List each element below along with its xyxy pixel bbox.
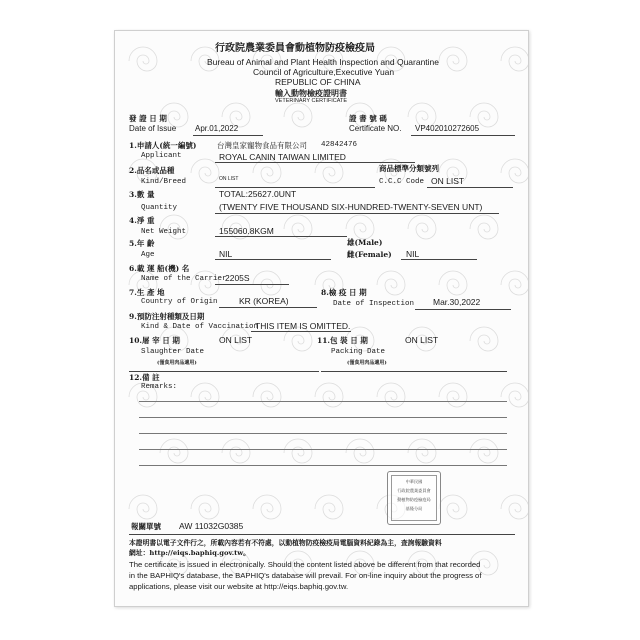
watermark-spiral	[470, 327, 498, 351]
watermark-spiral	[470, 439, 498, 463]
remarks-line	[139, 465, 507, 466]
header-cert-zh: 輸入動物檢疫證明書	[275, 88, 347, 98]
applicant-underline	[215, 162, 415, 163]
inspection-underline	[415, 309, 511, 310]
remarks-line	[139, 401, 507, 402]
cert-no-value: VP402010272605	[415, 124, 480, 133]
vaccination-label-zh: 9.預防注射種類及日期	[129, 312, 205, 321]
kind-underline	[215, 187, 375, 188]
slaughter-value: ON LIST	[219, 335, 253, 345]
declaration-value: AW 11032G0385	[179, 521, 244, 531]
female-label: 雌(Female)	[347, 250, 392, 259]
quantity-value-words: (TWENTY FIVE THOUSAND SIX-HUNDRED-TWENTY-SEVEN UNT)	[219, 202, 483, 212]
watermark-spiral	[439, 495, 467, 519]
header-country: REPUBLIC OF CHINA	[275, 77, 361, 87]
watermark-spiral	[408, 439, 436, 463]
packing-note: (僅食用肉品適用)	[347, 360, 387, 366]
kind-label-en: Kind/Breed	[141, 178, 187, 186]
watermark-spiral	[160, 439, 188, 463]
origin-value: KR (KOREA)	[239, 296, 289, 306]
watermark-spiral	[439, 383, 467, 407]
kind-value: ON LIST	[219, 176, 239, 182]
watermark-spiral	[222, 439, 250, 463]
watermark-spiral	[501, 383, 528, 407]
watermark-spiral	[253, 271, 281, 295]
watermark-spiral	[253, 495, 281, 519]
sex-underline	[401, 259, 477, 260]
watermark-spiral	[284, 439, 312, 463]
watermark-spiral	[129, 47, 157, 71]
origin-label-en: Country of Origin	[141, 298, 218, 306]
cert-no-label-zh: 證 書 號 碼	[349, 114, 387, 123]
male-label: 雄(Male)	[347, 238, 383, 247]
inspection-value: Mar.30,2022	[433, 297, 481, 307]
origin-underline	[219, 307, 317, 308]
certificate-sheet	[114, 30, 529, 607]
watermark-spiral	[501, 271, 528, 295]
carrier-underline	[215, 284, 289, 285]
watermark-spiral	[439, 47, 467, 71]
ccc-label-en: C.C.C Code	[379, 178, 425, 186]
packing-label-zh: 11.包 裝 日 期	[317, 336, 368, 345]
remarks-line	[139, 433, 507, 434]
vaccination-underline	[251, 331, 351, 332]
inspection-label-en: Date of Inspection	[333, 300, 415, 308]
applicant-label-zh: 1.申請人(統一編號)	[129, 141, 197, 150]
carrier-label-en: Name of the Carrier	[141, 275, 227, 283]
packing-underline	[321, 371, 507, 372]
seal-line: 動植物防疫檢疫局	[397, 497, 431, 502]
quantity-underline	[215, 213, 499, 214]
vaccination-value: THIS ITEM IS OMITTED.	[255, 321, 351, 331]
watermark-spiral	[501, 159, 528, 183]
watermark-spiral	[408, 215, 436, 239]
watermark-spiral	[501, 47, 528, 71]
footer-zh-2: 網址：http://eiqs.baphiq.gov.tw。	[129, 549, 250, 557]
inspection-label-zh: 8.檢 疫 日 期	[321, 288, 367, 297]
watermark-spiral	[346, 215, 374, 239]
cert-no-underline	[411, 135, 515, 136]
watermark-spiral	[470, 215, 498, 239]
remarks-label-en: Remarks:	[141, 383, 178, 391]
remarks-line	[139, 417, 507, 418]
watermark-spiral	[315, 383, 343, 407]
packing-value: ON LIST	[405, 335, 439, 345]
remarks-line	[139, 449, 507, 450]
ccc-label-zh: 商品標準分類號列	[379, 164, 439, 173]
weight-label-en: Net Weight	[141, 228, 187, 236]
weight-underline	[215, 236, 347, 237]
applicant-tax-id: 42842476	[321, 141, 358, 149]
watermark-spiral	[129, 495, 157, 519]
sex-value: NIL	[406, 249, 420, 259]
footer-en-1: The certificate is issued in electronically. Should the content listed above be different from that recorded	[129, 560, 481, 569]
watermark-spiral	[501, 495, 528, 519]
issue-date-value: Apr.01,2022	[195, 124, 239, 133]
slaughter-underline	[129, 371, 319, 372]
age-value: NIL	[219, 249, 233, 259]
seal-line: 中華民國	[405, 479, 423, 484]
watermark-spiral	[439, 271, 467, 295]
issue-date-label-en: Date of Issue	[129, 124, 177, 133]
watermark-spiral	[315, 495, 343, 519]
age-label-zh: 5.年 齡	[129, 239, 155, 248]
header-title-zh: 行政院農業委員會動植物防疫檢疫局	[215, 43, 375, 54]
watermark-spiral	[377, 271, 405, 295]
applicant-value-zh: 台灣皇家寵物食品有限公司	[217, 141, 307, 150]
seal-line: 基隆分局	[405, 506, 423, 511]
watermark-spiral	[284, 103, 312, 127]
slaughter-label-en: Slaughter Date	[141, 348, 205, 356]
applicant-label-en: Applicant	[141, 152, 182, 160]
weight-value: 155060.8KGM	[219, 226, 274, 236]
origin-label-zh: 7.生 產 地	[129, 288, 165, 297]
ccc-underline	[427, 187, 513, 188]
applicant-value: ROYAL CANIN TAIWAN LIMITED	[219, 152, 346, 162]
watermark-spiral	[191, 383, 219, 407]
slaughter-label-zh: 10.屠 宰 日 期	[129, 336, 180, 345]
issue-date-label-zh: 發 證 日 期	[129, 114, 167, 123]
header-title-en: Bureau of Animal and Plant Health Inspection and Quarantine	[207, 57, 440, 67]
cert-no-label-en: Certificate NO.	[349, 124, 402, 133]
kind-label-zh: 2.品名或品種	[129, 166, 175, 175]
footer-divider	[129, 534, 515, 535]
ccc-value: ON LIST	[431, 176, 465, 186]
seal-line: 行政院農業委員會	[397, 488, 431, 493]
age-underline	[215, 259, 331, 260]
packing-label-en: Packing Date	[331, 348, 386, 356]
declaration-label: 報關單號	[131, 522, 161, 531]
carrier-label-zh: 6.載 運 船(機) 名	[129, 264, 190, 273]
watermark-spiral	[346, 439, 374, 463]
watermark-spiral	[191, 495, 219, 519]
quantity-value: TOTAL:25627.0UNT	[219, 189, 297, 199]
vaccination-label-en: Kind & Date of Vaccination	[141, 323, 259, 331]
header-council: Council of Agriculture,Executive Yuan	[253, 67, 395, 77]
weight-label-zh: 4.淨 重	[129, 216, 155, 225]
remarks-label-zh: 12.備 註	[129, 373, 160, 382]
footer-en-2: in the BAPHIQ's database, the BAPHIQ's database will prevail. For on-line inquiry about the progress of	[129, 571, 482, 580]
age-label-en: Age	[141, 251, 155, 259]
header-cert-en: VETERINARY CERTIFICATE	[275, 98, 348, 104]
issue-date-underline	[193, 135, 263, 136]
slaughter-note: (僅食用肉品適用)	[157, 360, 197, 366]
watermark-spiral	[377, 383, 405, 407]
official-seal	[387, 471, 441, 525]
footer-zh-1: 本證明書以電子文件行之，所載內容若有不符處，以動植物防疫檢疫局電腦資料紀錄為主，查詢報驗資料	[129, 539, 442, 547]
quantity-label-zh: 3.數 量	[129, 190, 155, 199]
watermark-spiral	[253, 383, 281, 407]
footer-en-3: applications, please visit our website at http://eiqs.baphiq.gov.tw.	[129, 582, 349, 591]
quantity-label-en: Quantity	[141, 204, 178, 212]
carrier-value: 2205S	[225, 273, 250, 283]
